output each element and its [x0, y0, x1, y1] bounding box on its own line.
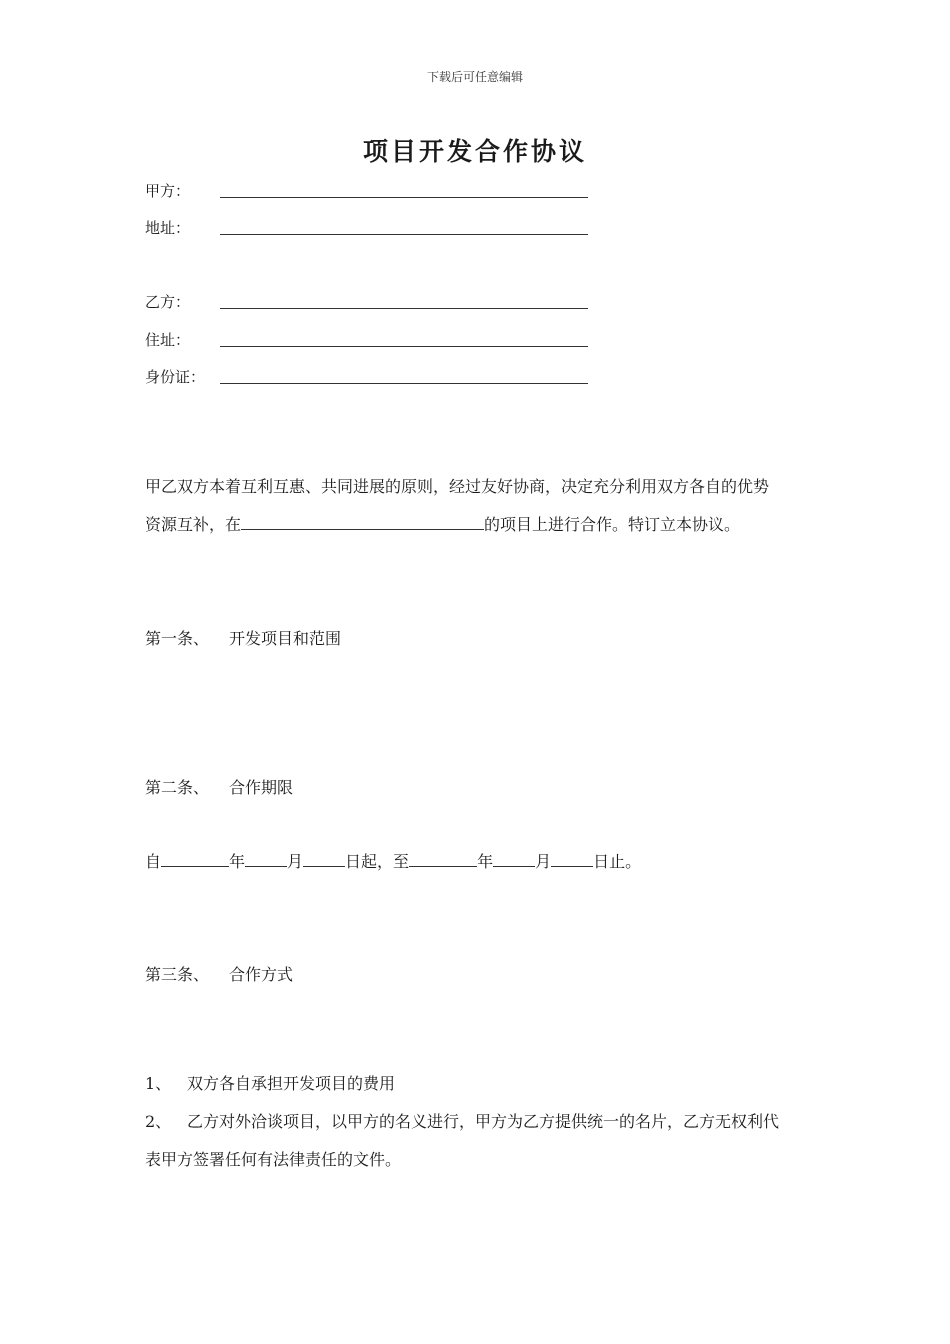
article-2-number: 第二条、 — [145, 778, 210, 797]
article-3-title: 合作方式 — [229, 965, 294, 984]
party-a-label: 甲方： — [145, 182, 191, 200]
end-year-blank[interactable] — [409, 850, 477, 867]
term-month-2: 月 — [535, 852, 552, 871]
list-item-2 — [145, 1103, 815, 1179]
party-b-id-label: 身份证： — [145, 368, 206, 386]
party-b-address-blank[interactable] — [220, 346, 588, 347]
article-3-heading — [145, 962, 293, 985]
list-item-1 — [145, 1065, 815, 1103]
term-day-to: 日止。 — [593, 852, 642, 871]
article-2-heading — [145, 775, 293, 798]
term-year: 年 — [229, 852, 246, 871]
end-month-blank[interactable] — [493, 850, 535, 867]
article-1-title: 开发项目和范围 — [229, 629, 342, 648]
list-item-1-text: 双方各自承担开发项目的费用 — [187, 1074, 396, 1093]
project-name-blank[interactable] — [241, 513, 484, 530]
party-a-address-blank[interactable] — [220, 234, 588, 235]
start-day-blank[interactable] — [303, 850, 345, 867]
term-from: 自 — [145, 852, 162, 871]
term-year-2: 年 — [477, 852, 494, 871]
party-a-address-label: 地址： — [145, 219, 191, 237]
list-item-2-text-continued: 表甲方签署任何有法律责任的文件。 — [145, 1150, 402, 1169]
intro-line-2-post: 的项目上进行合作。特订立本协议。 — [484, 515, 741, 534]
article-1-number: 第一条、 — [145, 629, 210, 648]
header-note: 下载后可任意编辑 — [426, 70, 523, 84]
list-item-2-text: 乙方对外洽谈项目，以甲方的名义进行，甲方为乙方提供统一的名片，乙方无权利代 — [187, 1112, 780, 1131]
party-b-id-blank[interactable] — [220, 383, 588, 384]
start-year-blank[interactable] — [161, 850, 229, 867]
term-day-from: 日起，至 — [345, 852, 410, 871]
intro-line-2 — [145, 506, 815, 544]
party-b-address-label: 住址： — [145, 331, 191, 349]
term-line — [145, 849, 641, 872]
party-a-blank[interactable] — [220, 197, 588, 198]
party-b-blank[interactable] — [220, 308, 588, 309]
party-b-label: 乙方： — [145, 293, 191, 311]
term-month: 月 — [287, 852, 304, 871]
start-month-blank[interactable] — [245, 850, 287, 867]
article-3-number: 第三条、 — [145, 965, 210, 984]
article-2-title: 合作期限 — [229, 778, 294, 797]
intro-line-1: 甲乙双方本着互利互惠、共同进展的原则，经过友好协商，决定充分利用双方各自的优势 — [145, 477, 770, 496]
end-day-blank[interactable] — [551, 850, 593, 867]
list-item-1-number: 1、 — [145, 1074, 172, 1093]
article-1-heading — [145, 626, 341, 649]
document-title: 项目开发合作协议 — [362, 137, 587, 166]
intro-line-2-pre: 资源互补，在 — [145, 515, 242, 534]
intro-paragraph — [145, 468, 815, 544]
list-item-2-number: 2、 — [145, 1112, 172, 1131]
